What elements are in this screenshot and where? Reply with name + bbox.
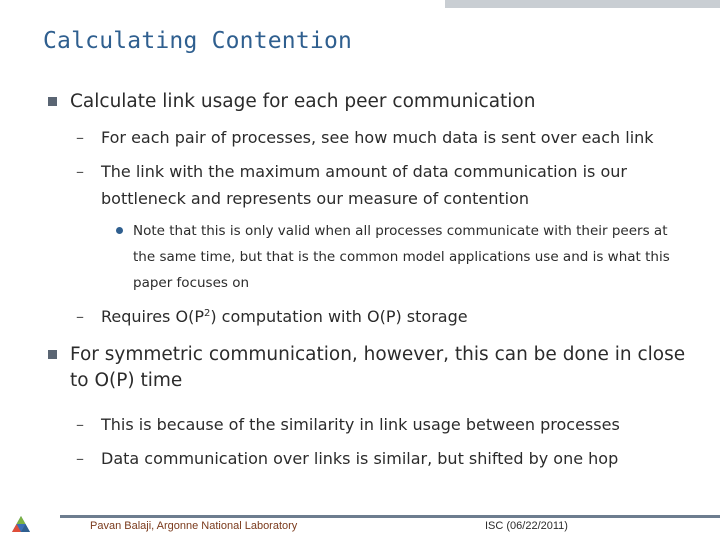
footer-author: Pavan Balaji, Argonne National Laboratory	[90, 520, 298, 532]
top-accent-bar	[445, 0, 720, 8]
square-bullet-icon	[48, 97, 57, 106]
bullet-2	[48, 342, 688, 394]
slide-title: Calculating Contention	[43, 28, 353, 54]
dash-bullet-icon: –	[76, 449, 84, 468]
superscript-two: 2	[203, 308, 211, 319]
bullet-1-sub-2	[76, 158, 676, 212]
bullet-1-sub-1-text: For each pair of processes, see how much data is sent over each link	[101, 128, 654, 147]
dash-bullet-icon: –	[76, 162, 84, 181]
slide-footer	[0, 505, 720, 540]
square-bullet-icon	[48, 350, 57, 359]
bullet-1-sub-3	[76, 303, 676, 330]
complexity-text-before: Requires O(P	[101, 307, 204, 326]
bullet-1-sub-2-sub-1-text: Note that this is only valid when all processes communicate with their peers at the same time, but that is the common model applications use and is what this paper focuses on	[133, 223, 670, 291]
bullet-2-sub-2-text: Data communication over links is similar, but shifted by one hop	[101, 449, 619, 468]
footer-rule	[60, 515, 720, 518]
dash-bullet-icon: –	[76, 415, 84, 434]
bullet-1-sub-2-sub-1	[116, 218, 676, 296]
bullet-1-sub-3-text	[101, 303, 676, 330]
dot-bullet-icon	[116, 227, 123, 234]
bullet-1-sub-1	[76, 124, 676, 151]
dash-bullet-icon: –	[76, 307, 84, 326]
bullet-2-sub-1-text: This is because of the similarity in link usage between processes	[101, 415, 620, 434]
bullet-2-text: For symmetric communication, however, this can be done in close to O(P) time	[70, 344, 686, 391]
complexity-text-after: ) computation with O(P) storage	[210, 307, 468, 326]
dash-bullet-icon: –	[76, 128, 84, 147]
bullet-1-text: Calculate link usage for each peer communication	[70, 91, 536, 112]
argonne-logo-icon	[12, 516, 30, 536]
bullet-1	[48, 89, 688, 115]
bullet-2-sub-2	[76, 445, 676, 472]
footer-event: ISC (06/22/2011)	[485, 520, 568, 532]
bullet-1-sub-2-text: The link with the maximum amount of data communication is our bottleneck and represents our measure of contention	[101, 162, 627, 208]
bullet-2-sub-1	[76, 411, 676, 438]
